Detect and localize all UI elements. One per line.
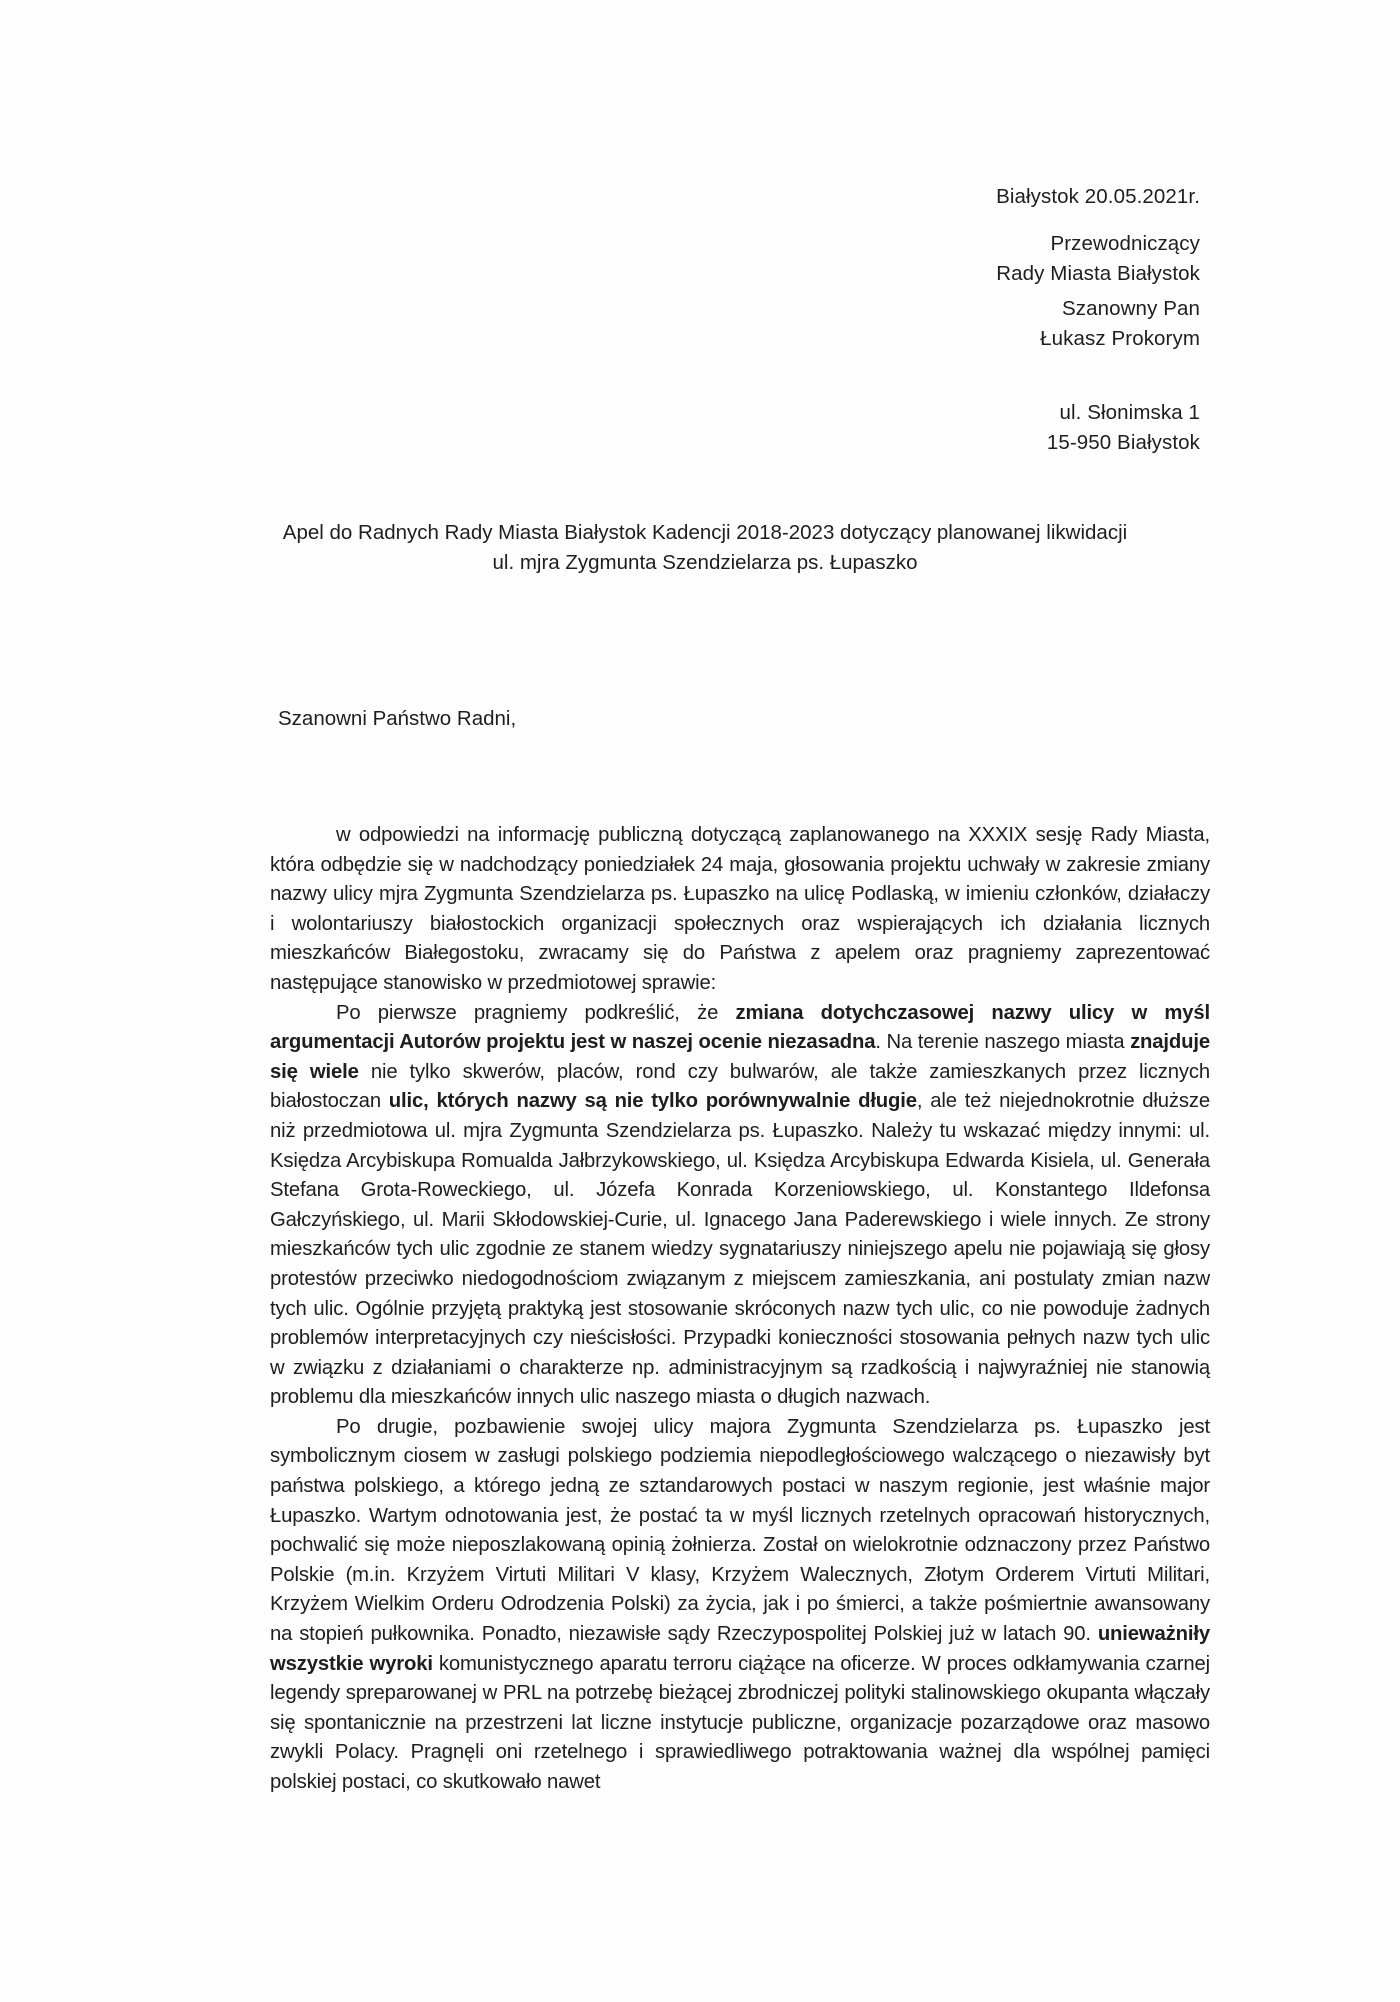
letter-body — [270, 821, 1210, 1798]
body-paragraph — [270, 1413, 1210, 1798]
paragraph-text: . Na terenie naszego miasta — [875, 1031, 1131, 1054]
recipient-name-line: Łukasz Prokorym — [1040, 327, 1200, 350]
date-line — [996, 182, 1200, 212]
letter-subject — [230, 518, 1180, 578]
paragraph-text: nie tylko skwerów, placów, rond czy bulwarów, ale także zamieszkanych przez licznych białostoczan — [270, 1060, 1210, 1113]
subject-line: Apel do Radnych Rady Miasta Białystok Kadencji 2018-2023 dotyczący planowanej likwidacji — [282, 521, 1128, 544]
emphasized-text: zmiana dotychczasowej nazwy ulicy w myśl argumentacji Autorów projektu jest w naszej ocenie niezasadna — [270, 1001, 1210, 1054]
salutation: Szanowni Państwo Radni, — [278, 707, 517, 730]
recipient-title-line: Przewodniczący — [1050, 232, 1200, 255]
place-and-date: Białystok 20.05.2021r. — [996, 185, 1200, 208]
emphasized-text: unieważniły wszystkie wyroki — [270, 1623, 1210, 1675]
emphasized-text: ulic, których nazwy są nie tylko porównywalnie długie — [388, 1090, 917, 1113]
recipient-address-line: 15-950 Białystok — [1046, 431, 1200, 454]
paragraph-text: komunistycznego aparatu terroru ciążące na oficerze. W proces odkłamywania czarnej legendy spreparowanej w PRL na potrzebę bieżącej zbrodniczej polityki stalinowskiego okupanta włączały się spontanicznie na przestrzeni lat liczne instytucje publiczne, organizacje pozarządowe oraz masowo zwykli Polacy. Pragnęli oni rzetelnego i sprawiedliwego potraktowania ważnej dla wspólnej pamięci polskiej postaci, co skutkowało nawet — [270, 1652, 1210, 1793]
subject-line: ul. mjra Zygmunta Szendzielarza ps. Łupaszko — [492, 551, 918, 574]
recipient-title-line: Rady Miasta Białystok — [996, 262, 1200, 285]
body-paragraph — [270, 821, 1210, 999]
paragraph-text: Po drugie, pozbawienie swojej ulicy majora Zygmunta Szendzielarza ps. Łupaszko jest symbolicznym ciosem w zasługi polskiego podziemia niepodległościowego walczącego o niezawisły byt państwa polskiego, a którego jedną ze sztandarowych postaci w naszym regionie, jest właśnie major Łupaszko. Wartym odnotowania jest, że postać ta w myśl licznych rzetelnych opracowań historycznych, pochwalić się może nieposzlakowaną opinią żołnierza. Został on wielokrotnie odznaczony przez Państwo Polskie (m.in. Krzyżem Virtuti Militari V klasy, Krzyżem Walecznych, Złotym Orderem Virtuti Militari, Krzyżem Wielkim Orderu Odrodzenia Polski) za życia, jak i po śmierci, a także pośmiertnie awansowany na stopień pułkownika. Ponadto, niezawisłe sądy Rzeczypospolitej Polskiej już w latach 90. — [270, 1415, 1210, 1646]
paragraph-text: , ale też niejednokrotnie dłuższe niż przedmiotowa ul. mjra Zygmunta Szendzielarza ps. Łupaszko. Należy tu wskazać między innymi: ul. Księdza Arcybiskupa Romualda Jałbrzykowskiego, ul. Księdza Arcybiskupa Edwarda Kisiela, ul. Generała Stefana Grota-Roweckiego, ul. Józefa Konrada Korzeniowskiego, ul. Konstantego Ildefonsa Gałczyńskiego, ul. Marii Skłodowskiej-Curie, ul. Ignacego Jana Paderewskiego i wiele innych. Ze strony mieszkańców tych ulic zgodnie ze stanem wiedzy sygnatariuszy niniejszego apelu nie pojawiają się głosy protestów przeciwko niedogodnościom związanym z miejscem zamieszkania, ani postulaty zmian nazw tych ulic. Ogólnie przyjętą praktyką jest stosowanie skróconych nazw tych ulic, co nie powoduje żadnych problemów interpretacyjnych czy nieścisłości. Przypadki konieczności stosowania pełnych nazw tych ulic w związku z działaniami o charakterze np. administracyjnym są rzadkością i najwyraźniej nie stanowią problemu dla mieszkańców innych ulic naszego miasta o długich nazwach. — [270, 1090, 1211, 1409]
body-paragraph — [270, 999, 1210, 1413]
paragraph-text: w odpowiedzi na informację publiczną dotyczącą zaplanowanego na XXXIX sesję Rady Miasta, która odbędzie się w nadchodzący poniedziałek 24 maja, głosowania projektu uchwały w zakresie zmiany nazwy ulicy mjra Zygmunta Szendzielarza ps. Łupaszko na ulicę Podlaską, w imieniu członków, działaczy i wolontariuszy białostockich organizacji społecznych oraz wspierających ich działania licznych mieszkańców Białegostoku, zwracamy się do Państwa z apelem oraz pragniemy zaprezentować następujące stanowisko w przedmiotowej sprawie: — [270, 824, 1210, 994]
recipient-address — [1047, 398, 1200, 458]
recipient-title — [996, 229, 1200, 289]
recipient-name — [1040, 294, 1200, 354]
recipient-name-line: Szanowny Pan — [1062, 297, 1200, 320]
recipient-address-line: ul. Słonimska 1 — [1059, 401, 1200, 424]
emphasized-text: znajduje się wiele — [270, 1031, 1210, 1083]
paragraph-text: Po pierwsze pragniemy podkreślić, że — [336, 1001, 736, 1024]
